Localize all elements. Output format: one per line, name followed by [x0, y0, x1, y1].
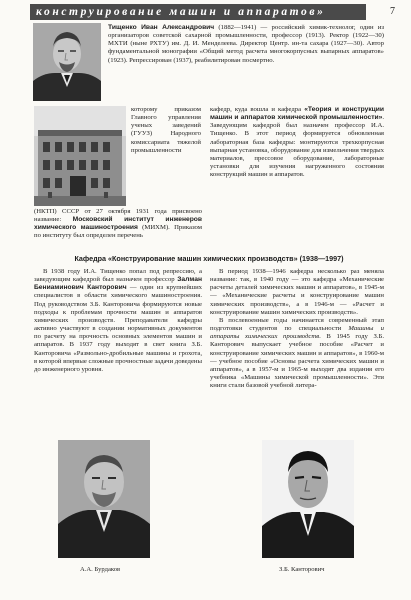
- kantorovich-photo: [262, 440, 354, 558]
- department-name: «Теория и конструкции машин и аппаратов химической промышленности»: [210, 106, 384, 122]
- portrait-icon: [58, 440, 150, 558]
- tishchenko-photo: [33, 23, 101, 101]
- intro-left-text: (НКТП) СССР от 27 октября 1931 года присвоено название:: [34, 208, 202, 224]
- building-icon: [34, 106, 126, 206]
- intro-left-text-end: (МИХМ). Приказом по институту был определен перечень: [34, 224, 202, 240]
- section-left-text: В 1938 году И.А. Тищенко попал под репрессию, а заведующим кафедрой был назначен профессор: [34, 268, 202, 284]
- section-left-block: [34, 268, 202, 428]
- bio-text: (1882—1941) — российский химик-технолог, один из организаторов советской сахарной промышленности, профессор (1913). Ректор (1922—30) МХТИ (ныне РХТУ) им. Д. И. Менделеева. Директор Центр. ин-та сахара (1927—30). Автор фундаментальной монографии «Общий метод расчета многокорпусных выпарных аппаратов» (1923). Репрессирован (1937), реабилитирован посмертно.: [108, 24, 384, 64]
- portrait-icon: [33, 23, 101, 101]
- institute-name: Московский институт инженеров химического машиностроения: [34, 216, 202, 232]
- portrait-icon: [262, 440, 354, 558]
- intro-right-block: [210, 106, 384, 252]
- section-right-p1: В период 1938—1946 кафедра несколько раз меняла название: так, в 1940 году — это кафедра «Механические расчеты деталей химических машин и аппаратов», в 1945-м — «Механические расчеты и конструирование машин химических производств», а в 1946-м — «Расчет и конструирование машин химических производств».: [210, 268, 384, 316]
- intro-left-block: [34, 208, 202, 252]
- intro-narrow-text: которому приказом Главного управления ученых заведений (ГУУЗ) Народного комиссариата тяжелой промышленности: [131, 106, 201, 154]
- intro-narrow-block: [131, 106, 201, 206]
- section-right-block: [210, 268, 384, 436]
- section-right-p2: В послевоенные годы начинается современный этап подготовки студентов по специальности: [210, 316, 384, 333]
- building-photo: [34, 106, 126, 206]
- section-right-p2-end: . В 1945 году З.Б. Канторович выпускает учебное пособие «Расчет и конструирование химических машин и аппаратов», в 1960-м — учебное пособие «Основы расчета химических машин и аппаратов», а в 1957-м и 1965-м выходят два издания его учебника «Машины химической промышленности». Эти книги стали базовой учебной литера-: [210, 333, 384, 390]
- intro-right-text: кафедр, куда вошла и кафедра: [210, 106, 305, 113]
- person-name: Залман Бениаминович Канторович: [34, 276, 202, 292]
- page-number: 7: [390, 6, 395, 17]
- burdakov-photo: [58, 440, 150, 558]
- section-heading: Кафедра «Конструирование машин химических производств» (1938—1997): [74, 254, 344, 263]
- bio-block: [108, 24, 384, 104]
- kantorovich-caption: З.Б. Канторович: [279, 566, 325, 573]
- running-header: [30, 4, 366, 20]
- specialty-name: Машины и аппараты химических производств: [210, 325, 384, 341]
- running-title: конструирование машин и аппаратов»: [36, 6, 326, 18]
- burdakov-caption: А.А. Бурдаков: [80, 566, 121, 573]
- section-left-text-end: — один из крупнейших специалистов в области химического машиностроения. Под руководством З.Б. Канторовича формируются новые подходы к проблемам прочности машин и аппаратов химических производств. Преподаватели кафедры активно участвуют в создании нормативных документов по расчету на прочность основных элементов машин и аппаратов. В 1937 году выходят в свет книга З.Б. Канторовича «Размольно-дробильные машины и грохота, в которой впервые сложные прочностные задачи доведены до инженерного уровня.: [34, 284, 202, 373]
- bio-name: Тищенко Иван Александрович: [108, 24, 215, 31]
- intro-right-text-end: . Заведующим кафедрой был назначен профессор И.А. Тищенко. В этот период формируется обновленная лабораторная база кафедры: монтируются трехкорпусная выпарная установка, оборудование для измельчения твердых материалов, прессовое оборудование, лабораторные установки для изучения нагруженного состояния конструкций машин и аппаратов.: [210, 114, 384, 179]
